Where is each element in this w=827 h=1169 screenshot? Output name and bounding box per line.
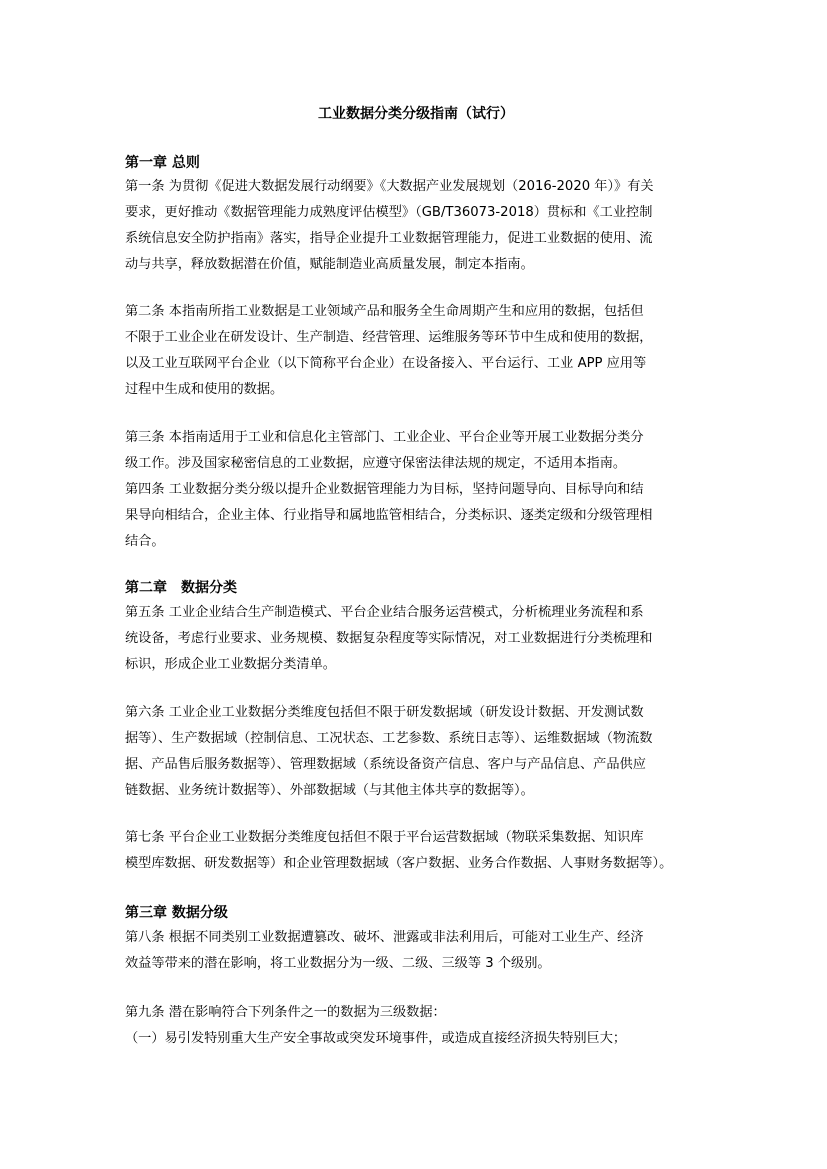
article-2-line: 过程中生成和使用的数据。 [125, 382, 284, 397]
article-9-line: （一）易引发特别重大生产安全事故或突发环境事件，或造成直接经济损失特别巨大； [125, 1031, 627, 1046]
article-5-line: 统设备，考虑行业要求、业务规模、数据复杂程度等实际情况，对工业数据进行分类梳理和 [125, 631, 653, 646]
article-4 [125, 477, 707, 555]
article-6-line: 链数据、业务统计数据等）、外部数据域（与其他主体共享的数据等）。 [125, 783, 534, 798]
chapter-2-heading: 第二章 数据分类 [125, 580, 237, 596]
article-5 [125, 600, 707, 678]
article-8 [125, 925, 707, 977]
article-7 [125, 825, 707, 877]
article-8-line: 效益等带来的潜在影响，将工业数据分为一级、二级、三级等 3 个级别。 [125, 956, 551, 971]
chapter-1-heading: 第一章 总则 [125, 155, 200, 171]
article-6 [125, 700, 707, 804]
article-7-line: 第七条 平台企业工业数据分类维度包括但不限于平台运营数据域（物联采集数据、知识库 [125, 830, 644, 845]
article-9-line: 第九条 潜在影响符合下列条件之一的数据为三级数据： [125, 1005, 446, 1020]
article-1-line: 系统信息安全防护指南》落实，指导企业提升工业数据管理能力，促进工业数据的使用、流 [125, 231, 653, 246]
article-4-line: 果导向相结合，企业主体、行业指导和属地监管相结合，分类标识、逐类定级和分级管理相 [125, 508, 653, 523]
chapter-3-heading: 第三章 数据分级 [125, 905, 228, 921]
article-4-line: 第四条 工业数据分类分级以提升企业数据管理能力为目标，坚持问题导向、目标导向和结 [125, 482, 644, 497]
article-2-line: 以及工业互联网平台企业（以下简称平台企业）在设备接入、平台运行、工业 APP 应用等 [125, 356, 647, 371]
article-2 [125, 299, 707, 403]
article-1-line: 要求，更好推动《数据管理能力成熟度评估模型》（GB/T36073-2018）贯标和《工业控制 [125, 205, 653, 220]
article-6-line: 据、产品售后服务数据等）、管理数据域（系统设备资产信息、客户与产品信息、产品供应 [125, 757, 646, 772]
article-4-line: 结合。 [125, 534, 165, 549]
article-2-line: 第二条 本指南所指工业数据是工业领域产品和服务全生命周期产生和应用的数据，包括但 [125, 304, 644, 319]
article-1-line: 第一条 为贯彻《促进大数据发展行动纲要》《大数据产业发展规划（2016-2020 年）》有关 [125, 179, 654, 194]
article-9 [125, 1000, 707, 1052]
article-3 [125, 425, 707, 477]
article-1 [125, 174, 707, 278]
article-3-line: 第三条 本指南适用于工业和信息化主管部门、工业企业、平台企业等开展工业数据分类分 [125, 430, 644, 445]
article-6-line: 第六条 工业企业工业数据分类维度包括但不限于研发数据域（研发设计数据、开发测试数 [125, 705, 644, 720]
article-2-line: 不限于工业企业在研发设计、生产制造、经营管理、运维服务等环节中生成和使用的数据， [125, 330, 653, 345]
article-5-line: 标识，形成企业工业数据分类清单。 [125, 657, 336, 672]
article-5-line: 第五条 工业企业结合生产制造模式、平台企业结合服务运营模式，分析梳理业务流程和系 [125, 605, 644, 620]
article-3-line: 级工作。涉及国家秘密信息的工业数据，应遵守保密法律法规的规定，不适用本指南。 [125, 456, 627, 471]
article-6-line: 据等）、生产数据域（控制信息、工况状态、工艺参数、系统日志等）、运维数据域（物流数 [125, 731, 653, 746]
article-7-line: 模型库数据、研发数据等）和企业管理数据域（客户数据、业务合作数据、人事财务数据等）。 [125, 856, 673, 871]
article-1-line: 动与共享，释放数据潜在价值，赋能制造业高质量发展，制定本指南。 [125, 257, 534, 272]
document-title: 工业数据分类分级指南（试行） [318, 106, 514, 122]
article-8-line: 第八条 根据不同类别工业数据遭篡改、破坏、泄露或非法利用后，可能对工业生产、经济 [125, 930, 644, 945]
